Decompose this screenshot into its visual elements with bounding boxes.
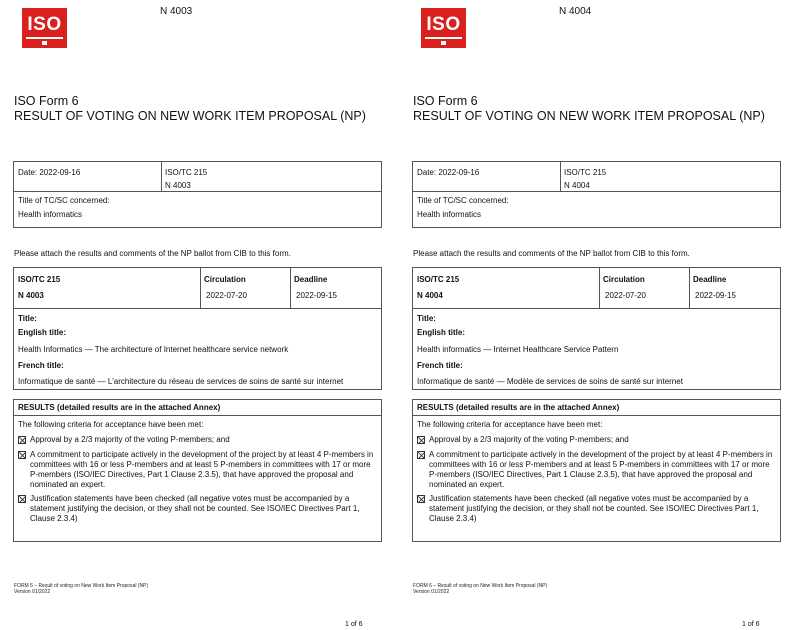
english-title: Health Informatics — The architecture of Internet healthcare service network [18, 345, 289, 354]
footer-form-name: FORM 6 – Result of voting on New Work Item Proposal (NP) [413, 583, 548, 589]
tc-name: ISO/TC 215 [564, 168, 607, 177]
document-number: N 4004 [559, 6, 592, 17]
iso-logo-dot [441, 41, 446, 45]
footer-form-name: FORM 6 – Result of voting on New Work Item Proposal (NP) [14, 583, 149, 589]
results-box [412, 399, 781, 542]
deadline-label: Deadline [693, 275, 727, 284]
iso-logo-dot [42, 41, 47, 45]
iso-logo-text: ISO [426, 14, 461, 35]
tc-field [165, 166, 207, 192]
deadline-cell [693, 272, 736, 304]
english-title: Health informatics — Internet Healthcare Service Pattern [417, 345, 619, 354]
deadline-cell [294, 272, 337, 304]
tc-number: N 4003 [165, 181, 191, 190]
page-footer [14, 583, 148, 595]
criterion-text: A commitment to participate actively in the development of the project by at least 4 P-members in committees with 16 or less P-members and at least 5 P-members in committees with 17 or more P-members (ISO/IEC Directives, Part 1 Clause 2.3.5), that have approved the proposal and nominated an expert. [429, 450, 773, 489]
ballot-box [412, 267, 781, 390]
checked-checkbox-icon [18, 436, 26, 444]
circulation-date: 2022-07-20 [605, 291, 646, 300]
divider [290, 268, 291, 309]
french-title-label: French title: [417, 361, 463, 370]
ballot-tc: ISO/TC 215 [18, 275, 61, 284]
footer-version: Version 01/2022 [413, 589, 450, 595]
criterion-text: Approval by a 2/3 majority of the voting P-members; and [30, 435, 230, 444]
attach-note: Please attach the results and comments of the NP ballot from CIB to this form. [14, 249, 291, 258]
iso-logo [421, 8, 466, 48]
circulation-cell [204, 272, 247, 304]
document-number: N 4003 [160, 6, 193, 17]
form-title: ISO Form 6 [14, 94, 79, 108]
tc-number: N 4004 [564, 181, 590, 190]
criterion-text: Approval by a 2/3 majority of the voting P-members; and [429, 435, 629, 444]
document-page-n4004 [399, 0, 789, 630]
checked-checkbox-icon [18, 495, 26, 503]
tc-title-label: Title of TC/SC concerned: [417, 196, 509, 205]
page-number: 1 of 6 [345, 621, 363, 628]
tc-title-label: Title of TC/SC concerned: [18, 196, 110, 205]
criterion-item [18, 494, 377, 524]
checked-checkbox-icon [18, 451, 26, 459]
date-field: Date: 2022-09-16 [18, 168, 81, 177]
title-label: Title: [417, 314, 436, 323]
iso-logo-text: ISO [27, 14, 62, 35]
criterion-item [417, 435, 776, 445]
french-title: Informatique de santé — Modèle de services de soins de santé sur internet [417, 377, 683, 386]
ballot-number: N 4004 [417, 291, 443, 300]
tc-name: ISO/TC 215 [165, 168, 208, 177]
checked-checkbox-icon [417, 436, 425, 444]
circulation-label: Circulation [603, 275, 645, 284]
deadline-date: 2022-09-15 [695, 291, 736, 300]
results-header-row [413, 400, 780, 416]
results-header: RESULTS (detailed results are in the attached Annex) [18, 403, 221, 412]
document-page-n4003 [0, 0, 390, 630]
tc-title-value: Health informatics [18, 210, 83, 219]
title-label: Title: [18, 314, 37, 323]
tc-title-value: Health informatics [417, 210, 482, 219]
criterion-item [417, 494, 776, 524]
results-box [13, 399, 382, 542]
attach-note: Please attach the results and comments of the NP ballot from CIB to this form. [413, 249, 690, 258]
divider [599, 268, 600, 309]
criterion-item [18, 450, 377, 490]
checked-checkbox-icon [417, 495, 425, 503]
iso-logo [22, 8, 67, 48]
results-intro: The following criteria for acceptance have been met: [417, 420, 603, 429]
circulation-cell [603, 272, 646, 304]
deadline-label: Deadline [294, 275, 328, 284]
results-header-row [14, 400, 381, 416]
form-title-block [14, 94, 366, 124]
results-header: RESULTS (detailed results are in the attached Annex) [417, 403, 620, 412]
circulation-date: 2022-07-20 [206, 291, 247, 300]
english-title-label: English title: [417, 328, 465, 337]
criterion-text: Justification statements have been checked (all negative votes must be accompanied by a statement justifying the decision, or they shall not be counted. See ISO/IEC Directives Part 1, Clause 2.3.4) [30, 494, 360, 523]
ballot-number: N 4003 [18, 291, 44, 300]
french-title: Informatique de santé — L'architecture du réseau de services de soins de santé sur internet [18, 377, 344, 386]
criterion-text: Justification statements have been checked (all negative votes must be accompanied by a statement justifying the decision, or they shall not be counted. See ISO/IEC Directives Part 1, Clause 2.3.4) [429, 494, 759, 523]
header-info-box [412, 161, 781, 228]
header-info-box [13, 161, 382, 228]
ballot-reference [417, 272, 459, 304]
deadline-date: 2022-09-15 [296, 291, 337, 300]
circulation-label: Circulation [204, 275, 246, 284]
english-title-label: English title: [18, 328, 66, 337]
criterion-text: A commitment to participate actively in the development of the project by at least 4 P-members in committees with 16 or less P-members and at least 5 P-members in committees with 17 or more P-members (ISO/IEC Directives, Part 1 Clause 2.3.5), that have approved the proposal and nominated an expert. [30, 450, 374, 489]
checked-checkbox-icon [417, 451, 425, 459]
footer-version: Version 01/2022 [14, 589, 51, 595]
divider [689, 268, 690, 309]
divider [161, 162, 162, 192]
iso-logo-line [26, 37, 63, 39]
ballot-box [13, 267, 382, 390]
form-subtitle: RESULT OF VOTING ON NEW WORK ITEM PROPOSAL (NP) [413, 109, 765, 123]
ballot-tc: ISO/TC 215 [417, 275, 460, 284]
iso-logo-line [425, 37, 462, 39]
page-footer [413, 583, 547, 595]
divider [560, 162, 561, 192]
criterion-item [417, 450, 776, 490]
criterion-item [18, 435, 377, 445]
form-title-block [413, 94, 765, 124]
form-subtitle: RESULT OF VOTING ON NEW WORK ITEM PROPOSAL (NP) [14, 109, 366, 123]
tc-field [564, 166, 606, 192]
form-title: ISO Form 6 [413, 94, 478, 108]
french-title-label: French title: [18, 361, 64, 370]
page-number: 1 of 6 [742, 621, 760, 628]
ballot-reference [18, 272, 60, 304]
date-field: Date: 2022-09-16 [417, 168, 480, 177]
divider [200, 268, 201, 309]
results-intro: The following criteria for acceptance have been met: [18, 420, 204, 429]
